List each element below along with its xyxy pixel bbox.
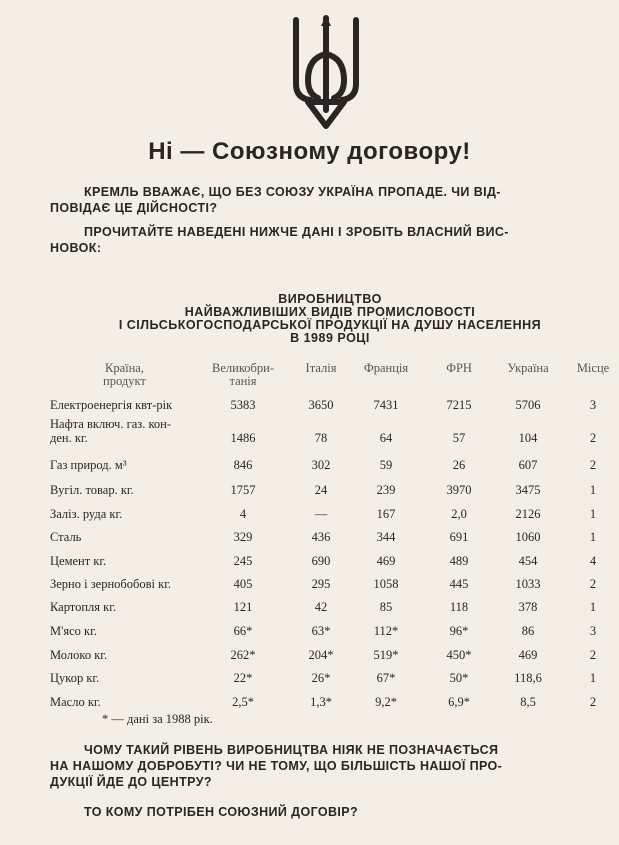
table-cell: 245	[233, 554, 253, 568]
table-cell: 121	[233, 600, 253, 614]
column-header: танія	[229, 374, 257, 388]
table-cell: 78	[314, 431, 328, 445]
header-label: продукт	[103, 374, 146, 388]
table-cell: 85	[379, 600, 393, 614]
instruction-line: НОВОК:	[50, 241, 102, 255]
table-cell: 2	[589, 648, 597, 662]
table-cell: 2	[589, 577, 597, 591]
table-cell: 1	[589, 507, 597, 521]
table-cell: 2,0	[451, 507, 467, 521]
table-cell: 67*	[376, 671, 396, 685]
table-cell: 1,3*	[310, 695, 332, 709]
table-cell: 3475	[515, 483, 541, 497]
table-cell: 302	[311, 458, 331, 472]
table-cell: 64	[379, 431, 393, 445]
table-title-line: В 1989 РОЦІ	[290, 331, 370, 345]
table-cell: 9,2*	[375, 695, 397, 709]
table-cell: 86	[521, 624, 535, 638]
table-cell: 846	[233, 458, 253, 472]
table-cell: 454	[518, 554, 538, 568]
table-cell: 5706	[515, 398, 541, 412]
column-header: Україна	[507, 361, 549, 375]
question-line: НА НАШОМУ ДОБРОБУТІ? ЧИ НЕ ТОМУ, ЩО БІЛЬШІСТЬ НАШОЇ ПРО-	[50, 759, 503, 773]
table-cell: 1	[589, 483, 597, 497]
table-cell: 469	[518, 648, 538, 662]
row-label: Електроенергія квт-рік	[50, 398, 173, 412]
table-cell: 489	[449, 554, 469, 568]
row-label: Нафта включ. газ. кон-	[50, 417, 171, 431]
table-cell: 469	[376, 554, 396, 568]
table-cell: 118,6	[514, 671, 542, 685]
row-label: Вугіл. товар. кг.	[50, 483, 134, 497]
table-cell: —	[314, 507, 328, 521]
row-label: Сталь	[50, 530, 82, 544]
intro-line: КРЕМЛЬ ВВАЖАЄ, ЩО БЕЗ СОЮЗУ УКРАЇНА ПРОПАДЕ. ЧИ ВІД-	[84, 185, 501, 199]
table-cell: 607	[518, 458, 538, 472]
table-cell: 24	[314, 483, 328, 497]
table-cell: 436	[311, 530, 331, 544]
table-cell: 3	[589, 398, 597, 412]
header-label: Країна,	[105, 361, 144, 375]
table-cell: 5383	[230, 398, 256, 412]
table-title-line: І СІЛЬСЬКОГОСПОДАРСЬКОЇ ПРОДУКЦІЇ НА ДУШУ НАСЕЛЕННЯ	[118, 318, 542, 332]
question-paragraph	[50, 742, 610, 790]
row-label: Цукор кг.	[50, 671, 100, 685]
row-label: Масло кг.	[50, 695, 101, 709]
table-title-line: НАЙВАЖЛИВІШИХ ВИДІВ ПРОМИСЛОВОСТІ	[184, 305, 476, 319]
question-line: ЧОМУ ТАКИЙ РІВЕНЬ ВИРОБНИЦТВА НІЯК НЕ ПОЗНАЧАЄТЬСЯ	[84, 743, 499, 757]
table-cell: 66*	[233, 624, 253, 638]
table-cell: 57	[452, 431, 466, 445]
table-cell: 1486	[230, 431, 256, 445]
table-cell: 104	[518, 431, 538, 445]
table-cell: 378	[518, 600, 538, 614]
table-cell: 2,5*	[232, 695, 254, 709]
table-cell: 8,5	[520, 695, 536, 709]
table-cell: 42	[314, 600, 328, 614]
column-header: Італія	[305, 361, 337, 375]
table-cell: 96*	[449, 624, 469, 638]
table-cell: 204*	[308, 648, 334, 662]
table-cell: 6,9*	[448, 695, 470, 709]
table-cell: 50*	[449, 671, 469, 685]
table-cell: 3650	[308, 398, 334, 412]
table-cell: 445	[449, 577, 469, 591]
row-label: Зерно і зернобобові кг.	[50, 577, 172, 591]
table-cell: 690	[311, 554, 331, 568]
table-cell: 295	[311, 577, 331, 591]
table-cell: 2	[589, 695, 597, 709]
table-cell: 118	[449, 600, 469, 614]
table-cell: 4	[589, 554, 597, 568]
table-cell: 2126	[515, 507, 541, 521]
table-cell: 344	[376, 530, 396, 544]
table-cell: 450*	[446, 648, 472, 662]
table-cell: 239	[376, 483, 396, 497]
row-label: Картопля кг.	[50, 600, 117, 614]
final-question: ТО КОМУ ПОТРІБЕН СОЮЗНИЙ ДОГОВІР?	[84, 805, 359, 819]
table-cell: 1757	[230, 483, 256, 497]
table-cell: 329	[233, 530, 253, 544]
row-label: ден. кг.	[50, 431, 88, 445]
question-line: ДУКЦІЇ ЙДЕ ДО ЦЕНТРУ?	[50, 775, 212, 789]
row-label: Заліз. руда кг.	[50, 507, 123, 521]
table-cell: 3970	[446, 483, 472, 497]
column-header: ФРН	[446, 361, 472, 375]
table-cell: 1033	[515, 577, 541, 591]
instruction-line: ПРОЧИТАЙТЕ НАВЕДЕНІ НИЖЧЕ ДАНІ І ЗРОБІТЬ ВЛАСНИЙ ВИС-	[84, 225, 509, 239]
trident-emblem	[288, 14, 364, 132]
instruction-paragraph	[50, 224, 610, 256]
row-label: Молоко кг.	[50, 648, 108, 662]
column-header: Великобри-	[212, 361, 274, 375]
table-cell: 22*	[233, 671, 253, 685]
row-label: М'ясо кг.	[50, 624, 97, 638]
table-cell: 26	[452, 458, 466, 472]
table-cell: 63*	[311, 624, 331, 638]
table-cell: 691	[449, 530, 469, 544]
table-cell: 167	[376, 507, 396, 521]
table-cell: 7431	[373, 398, 399, 412]
table-cell: 7215	[446, 398, 472, 412]
table-cell: 4	[239, 507, 247, 521]
row-label: Цемент кг.	[50, 554, 107, 568]
intro-paragraph	[50, 184, 610, 216]
table-cell: 1	[589, 671, 597, 685]
page-title: Ні — Союзному договору!	[148, 138, 471, 165]
table-cell: 112*	[373, 624, 399, 638]
table-cell: 2	[589, 458, 597, 472]
table-cell: 405	[233, 577, 253, 591]
table-cell: 519*	[373, 648, 399, 662]
table-cell: 26*	[311, 671, 331, 685]
table-cell: 1058	[373, 577, 399, 591]
row-label: Газ природ. м³	[50, 458, 127, 472]
table-cell: 2	[589, 431, 597, 445]
table-cell: 3	[589, 624, 597, 638]
table-cell: 1	[589, 600, 597, 614]
column-header: Франція	[363, 361, 409, 375]
table-cell: 1060	[515, 530, 541, 544]
footnote: * — дані за 1988 рік.	[102, 712, 213, 726]
table-title-line: ВИРОБНИЦТВО	[278, 292, 382, 306]
column-header: Місце	[576, 361, 610, 375]
table-cell: 1	[589, 530, 597, 544]
table-cell: 59	[379, 458, 393, 472]
table-cell: 262*	[230, 648, 256, 662]
intro-line: ПОВІДАЄ ЦЕ ДІЙСНОСТІ?	[50, 201, 218, 215]
